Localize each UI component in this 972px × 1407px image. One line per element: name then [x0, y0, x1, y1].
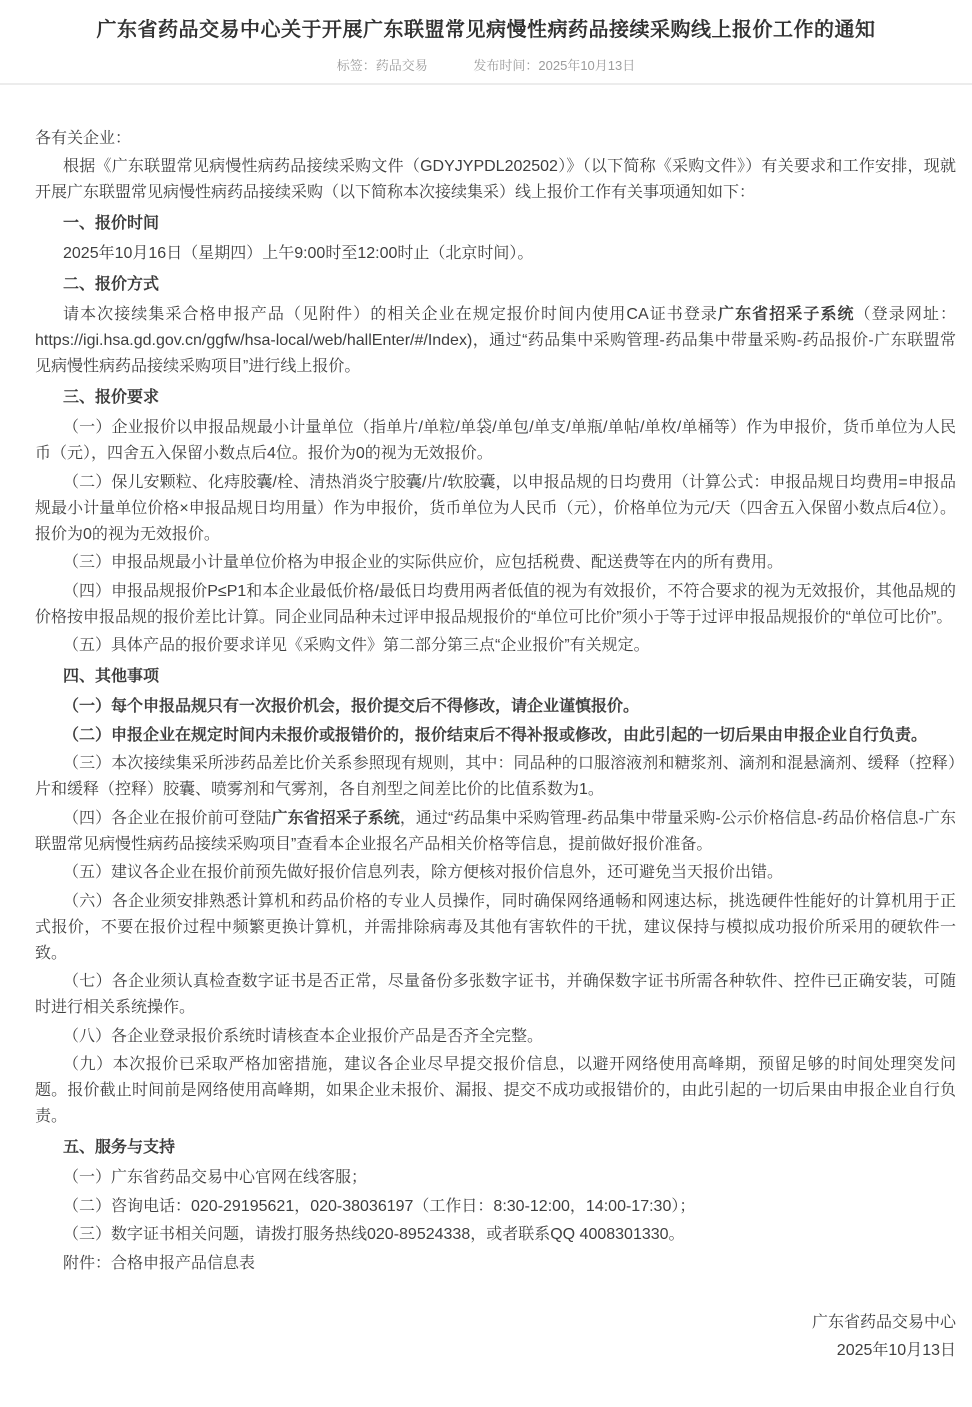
text-run: （八）各企业登录报价系统时请核查本企业报价产品是否齐全完整。 [63, 1027, 544, 1045]
section-heading [35, 211, 956, 237]
paragraph [35, 470, 956, 548]
tag-value: 药品交易 [375, 58, 428, 73]
signature-block [0, 1310, 972, 1407]
text-run: 二、报价方式 [63, 275, 160, 293]
text-run: 附件：合格申报产品信息表 [63, 1254, 256, 1272]
section-heading [35, 272, 956, 298]
paragraph [35, 154, 956, 206]
paragraph [35, 126, 956, 152]
text-run: （五）建议各企业在报价前预先做好报价信息列表，除方便核对报价信息外，还可避免当天报价出错。 [63, 864, 784, 881]
text-run: 根据《广东联盟常见病慢性病药品接续采购文件（GDYJYPDL202502）》（以下简称《采购文件》）有关要求和工作安排，现就开展广东联盟常见病慢性病药品接续采购（以下简称本次接续集采）线上报价工作有关事项通知如下： [35, 158, 956, 201]
section-heading [35, 385, 956, 411]
paragraph [35, 969, 956, 1021]
text-run: 2025年10月16日（星期四）上午9:00时至12:00时止（北京时间）。 [63, 245, 534, 262]
header-divider [0, 83, 972, 85]
text-run: 三、报价要求 [63, 388, 160, 406]
paragraph [35, 415, 956, 467]
meta-tag [337, 57, 428, 75]
text-run: （三）本次接续集采所涉药品差比价关系参照现有规则，其中：同品种的口服溶液剂和糖浆剂、滴剂和混悬滴剂、缓释（控释）片和缓释（控释）胶囊、喷雾剂和气雾剂，各自剂型之间差比价的比值系数为1。 [35, 755, 956, 798]
text-run: （七）各企业须认真检查数字证书是否正常，尽量备份多张数字证书，并确保数字证书所需各种软件、控件已正确安装，可随时进行相关系统操作。 [35, 973, 956, 1016]
paragraph [35, 633, 956, 659]
bold-text-run: 广东省招采子系统 [718, 306, 855, 323]
text-run: （一）企业报价以申报品规最小计量单位（指单片/单粒/单袋/单包/单支/单瓶/单帖/单枚/单桶等）作为申报价，货币单位为人民币（元），四舍五入保留小数点后4位。报价为0的视为无效报价。 [35, 419, 956, 462]
section-heading [35, 664, 956, 690]
paragraph [35, 550, 956, 576]
paragraph [35, 1251, 956, 1277]
signature-date: 2025年10月13日 [836, 1342, 956, 1359]
tag-label: 标签： [336, 58, 376, 73]
text-run: 五、服务与支持 [63, 1138, 176, 1156]
text-run: （二）咨询电话：020-29195621，020-38036197（工作日：8:30-12:00，14:00-17:30）； [63, 1197, 696, 1215]
paragraph [35, 579, 956, 631]
paragraph [35, 723, 956, 749]
text-run: 请本次接续集采合格申报产品（见附件）的相关企业在规定报价时间内使用CA证书登录 [63, 306, 719, 323]
paragraph [35, 1165, 956, 1191]
paragraph [35, 1222, 956, 1248]
paragraph [35, 302, 956, 380]
text-run: ，通过“药品集中采购管理-药品集中带量采购-公示价格信息-药品价格信息-广东联盟常见病慢性病药品接续采购项目”查看本企业报名产品相关价格等信息，提前做好报价准备。 [35, 809, 956, 853]
text-run: 四、其他事项 [63, 667, 160, 685]
text-run: （二）申报企业在规定时间内未报价或报错价的，报价结束后不得补报或修改，由此引起的一切后果由申报企业自行负责。 [63, 726, 928, 744]
text-run: （四）各企业在报价前可登陆 [63, 809, 272, 827]
publish-time-value: 2025年10月13日 [538, 58, 636, 73]
text-run: （登录网址：https://igi.hsa.gd.gov.cn/ggfw/hsa-local/web/hallEnter/#/Index)，通过“药品集中采购管理-药品集中带量采购-药品报价-广东联盟常见病慢性病药品接续采购项目”进行线上报价。 [35, 306, 956, 375]
paragraph [35, 241, 956, 267]
text-run: 一、报价时间 [63, 214, 160, 232]
page-title: 广东省药品交易中心关于开展广东联盟常见病慢性病药品接续采购线上报价工作的通知 [96, 19, 876, 41]
paragraph [35, 806, 956, 858]
text-run: （九）本次报价已采取严格加密措施，建议各企业尽早提交报价信息，以避开网络使用高峰期，预留足够的时间处理突发问题。报价截止时间前是网络使用高峰期，如果企业未报价、漏报、提交不成功或报错价的，由此引起的一切后果由申报企业自行负责。 [35, 1056, 956, 1125]
text-run: （六）各企业须安排熟悉计算机和药品价格的专业人员操作，同时确保网络通畅和网速达标，挑选硬件性能好的计算机用于正式报价，不要在报价过程中频繁更换计算机，并需排除病毒及其他有害软件的干扰，建议保持与模拟成功报价所采用的硬软件一致。 [35, 892, 956, 962]
text-run: （一）每个申报品规只有一次报价机会，报价提交后不得修改，请企业谨慎报价。 [63, 698, 640, 715]
paragraph [35, 751, 956, 803]
text-run: 各有关企业： [35, 129, 132, 147]
publish-time-label: 发布时间： [473, 58, 539, 73]
section-heading [35, 1135, 956, 1161]
notice-header [0, 0, 972, 85]
paragraph [35, 1052, 956, 1130]
paragraph [35, 1024, 956, 1050]
paragraph [35, 1194, 956, 1220]
paragraph [35, 694, 956, 720]
text-run: （三）数字证书相关问题，请拨打服务热线020-89524338，或者联系QQ 4008301330。 [63, 1226, 685, 1243]
text-run: （二）保儿安颗粒、化痔胶囊/栓、清热消炎宁胶囊/片/软胶囊，以申报品规的日均费用（计算公式：申报品规日均费用=申报品规最小计量单位价格×申报品规日均用量）作为申报价，货币单位为人民币（元），价格单位为元/天（四舍五入保留小数点后4位）。报价为0的视为无效报价。 [35, 473, 956, 543]
text-run: （四）申报品规报价P≤P1和本企业最低价格/最低日均费用两者低值的视为有效报价，不符合要求的视为无效报价，其他品规的价格按申报品规的报价差比计算。同企业同品种未过评申报品规报价的“单位可比价”须小于等于过评申报品规报价的“单位可比价”。 [35, 582, 956, 626]
bold-text-run: 广东省招采子系统 [271, 809, 400, 827]
text-run: （三）申报品规最小计量单位价格为申报企业的实际供应价，应包括税费、配送费等在内的所有费用。 [63, 554, 784, 571]
article-body [0, 93, 972, 1307]
meta-publish-time [473, 57, 635, 75]
paragraph [35, 889, 956, 967]
signature-org: 广东省药品交易中心 [811, 1313, 956, 1331]
paragraph [35, 860, 956, 886]
text-run: （一）广东省药品交易中心官网在线客服； [63, 1169, 368, 1186]
meta-row [0, 57, 972, 75]
text-run: （五）具体产品的报价要求详见《采购文件》第二部分第三点“企业报价”有关规定。 [63, 637, 650, 654]
